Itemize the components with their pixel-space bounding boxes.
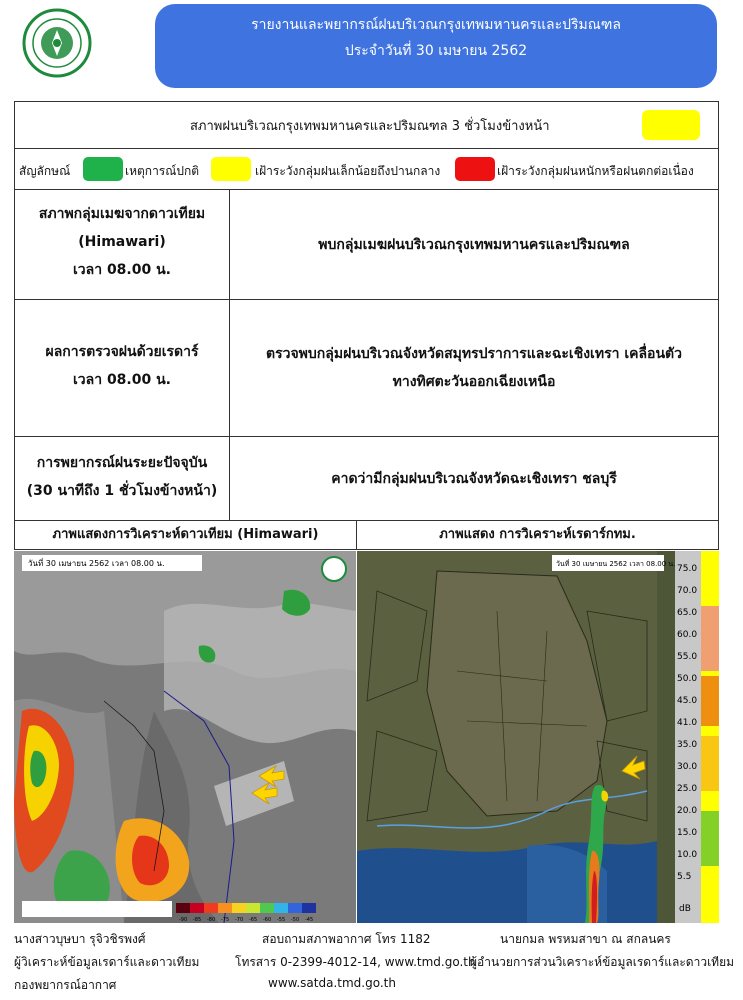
- rain-status-row: [14, 101, 719, 149]
- svg-text:50.0: 50.0: [677, 674, 698, 684]
- legend-red-label: เฝ้าระวังกลุ่มฝนหนักหรือฝนตกต่อเนื่อง: [497, 164, 694, 178]
- satellite-image-caption: ภาพแสดงการวิเคราะห์ดาวเทียม (Himawari): [14, 520, 357, 550]
- svg-text:-65: -65: [249, 917, 258, 923]
- nowcast-value: คาดว่ามีกลุ่มฝนบริเวณจังหวัดฉะเชิงเทรา ชลบุรี: [331, 470, 617, 487]
- nowcast-label: การพยากรณ์ฝนระยะปัจจุบัน: [36, 455, 208, 471]
- legend-row: [14, 148, 719, 190]
- legend-green-label: เหตุการณ์ปกติ: [125, 164, 200, 178]
- legend-prefix: สัญลักษณ์: [19, 164, 71, 178]
- svg-text:-55: -55: [277, 917, 286, 923]
- svg-text:15.0: 15.0: [677, 828, 698, 838]
- nowcast-period: (30 นาทีถึง 1 ชั่วโมงข้างหน้า): [26, 483, 218, 499]
- radar-label: ผลการตรวจฝนด้วยเรดาร์: [45, 344, 199, 360]
- nowcast-label-cell: [14, 436, 230, 521]
- svg-text:55.0: 55.0: [677, 652, 698, 662]
- svg-text:-60: -60: [263, 917, 272, 923]
- legend-red-swatch: [455, 157, 495, 181]
- svg-text:-70: -70: [235, 917, 244, 923]
- svg-text:5.5: 5.5: [677, 872, 692, 882]
- rain-status-text: สภาพฝนบริเวณกรุงเทพมหานครและปริมณฑล 3 ชั่วโมงข้างหน้า: [190, 119, 550, 134]
- satellite-source: (Himawari): [78, 234, 166, 250]
- satellite-label: สภาพกลุ่มเมฆจากดาวเทียม: [38, 206, 206, 222]
- report-title-banner: [155, 4, 717, 88]
- satellite-image: [14, 551, 356, 923]
- tmd-seal-logo: [22, 8, 92, 78]
- status-indicator-yellow: [642, 110, 700, 140]
- contact-phone: สอบถามสภาพอากาศ โทร 1182: [262, 932, 431, 946]
- radar-label-cell: [14, 299, 230, 437]
- analyst-org: กองพยากรณ์อากาศ: [14, 978, 117, 992]
- svg-text:75.0: 75.0: [677, 564, 698, 574]
- analyst-role: ผู้วิเคราะห์ข้อมูลเรดาร์และดาวเทียม: [14, 955, 200, 969]
- svg-text:45.0: 45.0: [677, 696, 698, 706]
- svg-text:25.0: 25.0: [677, 784, 698, 794]
- satellite-watermark-logo: [322, 557, 346, 581]
- report-title: รายงานและพยากรณ์ฝนบริเวณกรุงเทพมหานครและปริมณฑล: [251, 17, 621, 33]
- svg-text:-80: -80: [207, 917, 216, 923]
- svg-text:-85: -85: [193, 917, 202, 923]
- svg-text:-50: -50: [291, 917, 300, 923]
- svg-text:30.0: 30.0: [677, 762, 698, 772]
- radar-value-cell: [229, 299, 719, 437]
- radar-image-caption: ภาพแสดง การวิเคราะห์เรดาร์กทม.: [356, 520, 719, 550]
- contact-website[interactable]: www.satda.tmd.go.th: [268, 976, 396, 990]
- svg-text:70.0: 70.0: [677, 586, 698, 596]
- analyst-name: นางสาวบุษบา รุจิวชิรพงศ์: [14, 932, 146, 946]
- radar-time: เวลา 08.00 น.: [72, 372, 171, 388]
- legend-yellow-swatch: [211, 157, 251, 181]
- radar-image: [357, 551, 719, 923]
- radar-value-line1: ตรวจพบกลุ่มฝนบริเวณจังหวัดสมุทรปราการและฉะเชิงเทรา เคลื่อนตัว: [266, 346, 682, 362]
- svg-text:20.0: 20.0: [677, 806, 698, 816]
- svg-text:65.0: 65.0: [677, 608, 698, 618]
- satellite-value: พบกลุ่มเมฆฝนบริเวณกรุงเทพมหานครและปริมณฑล: [318, 236, 630, 253]
- svg-text:10.0: 10.0: [677, 850, 698, 860]
- svg-text:-45: -45: [305, 917, 314, 923]
- svg-text:dB: dB: [679, 904, 691, 914]
- report-date: ประจำวันที่ 30 เมษายน 2562: [344, 43, 528, 59]
- director-name: นายกมล พรหมสาขา ณ สกลนคร: [500, 932, 671, 946]
- svg-text:35.0: 35.0: [677, 740, 698, 750]
- nowcast-value-cell: [229, 436, 719, 521]
- satellite-time: เวลา 08.00 น.: [72, 262, 171, 278]
- svg-text:-75: -75: [221, 917, 230, 923]
- svg-text:60.0: 60.0: [677, 630, 698, 640]
- radar-timestamp: วันที่ 30 เมษายน 2562 เวลา 08.00 น.: [556, 560, 676, 568]
- satellite-timestamp: วันที่ 30 เมษายน 2562 เวลา 08.00 น.: [28, 559, 165, 568]
- legend-yellow-label: เฝ้าระวังกลุ่มฝนเล็กน้อยถึงปานกลาง: [255, 164, 441, 178]
- svg-text:-90: -90: [179, 917, 188, 923]
- director-role: ผู้อำนวยการส่วนวิเคราะห์ข้อมูลเรดาร์และดาวเทียม: [470, 955, 735, 969]
- satellite-value-cell: [229, 189, 719, 300]
- radar-value-line2: ทางทิศตะวันออกเฉียงเหนือ: [392, 374, 556, 390]
- svg-text:41.0: 41.0: [677, 718, 698, 728]
- radar-color-scale: [675, 551, 719, 923]
- contact-fax: โทรสาร 0-2399-4012-14, www.tmd.go.th: [235, 955, 476, 969]
- legend-green-swatch: [83, 157, 123, 181]
- satellite-label-cell: [14, 189, 230, 300]
